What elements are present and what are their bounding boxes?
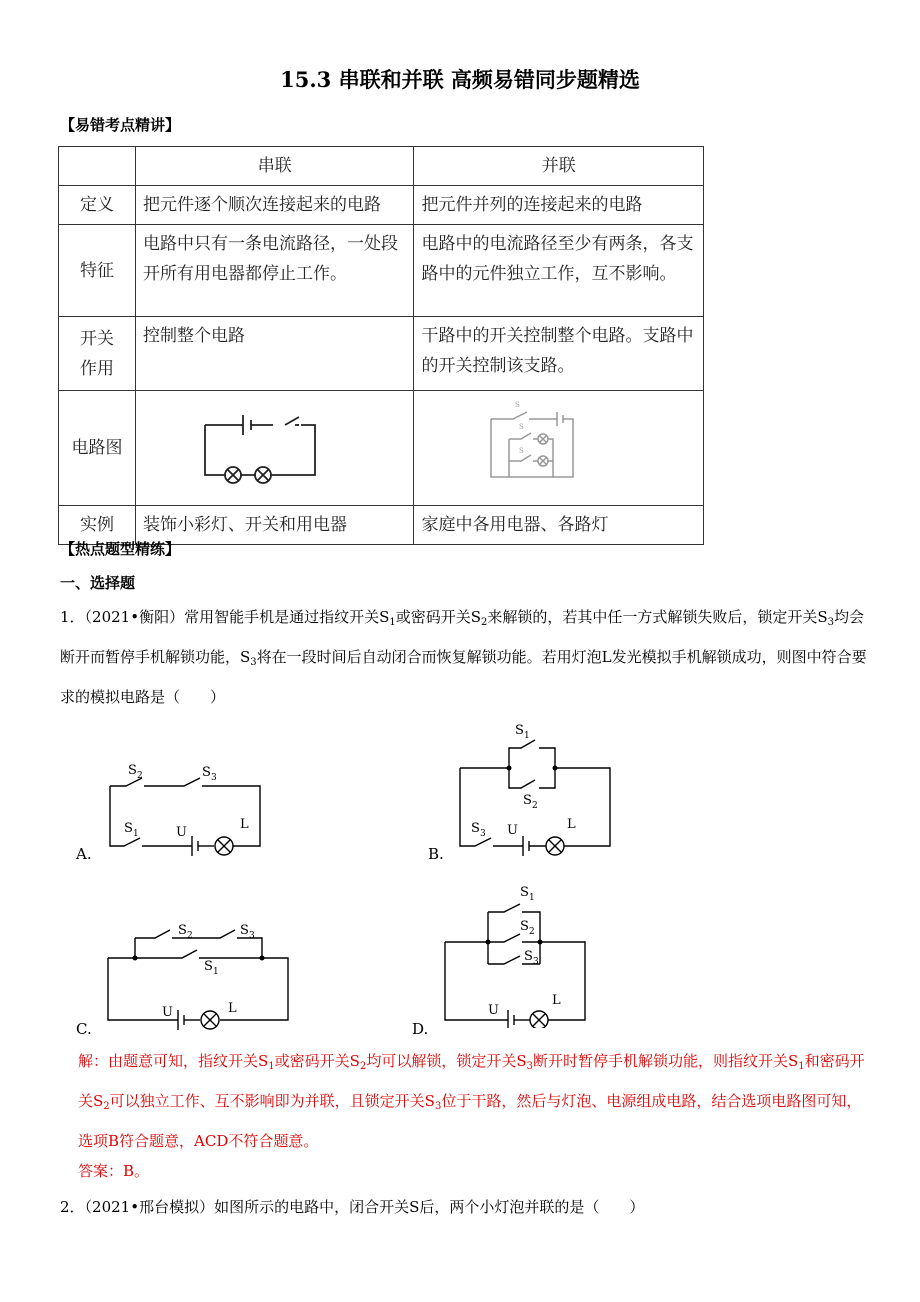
circuit-option-d xyxy=(440,880,610,1028)
label-s3: S xyxy=(240,923,249,938)
section-heading-choice: 一、选择题 xyxy=(60,574,136,592)
sub-s1: 1 xyxy=(133,829,139,839)
series-circuit-diagram xyxy=(143,395,403,491)
sub-s3: 3 xyxy=(211,773,217,783)
label-l: L xyxy=(567,817,576,832)
parallel-diagram-cell xyxy=(414,391,704,506)
row-label: 电路图 xyxy=(59,391,136,506)
sub-s1: 1 xyxy=(529,893,535,903)
sub-s2: 2 xyxy=(187,931,193,941)
label-s3: S xyxy=(524,949,533,964)
label-u: U xyxy=(162,1005,173,1020)
section-heading-key-points: 【易错考点精讲】 xyxy=(60,116,181,134)
label-l: L xyxy=(228,1001,237,1016)
comparison-table xyxy=(58,146,704,545)
sub-s3: 3 xyxy=(249,931,255,941)
label-s1: S xyxy=(124,821,133,836)
label-s1: S xyxy=(204,959,213,974)
label-s2: S xyxy=(520,919,529,934)
option-b-label: B. xyxy=(428,845,444,863)
header-parallel: 并联 xyxy=(414,147,704,186)
header-blank xyxy=(59,147,136,186)
table-row xyxy=(59,186,704,225)
table-row xyxy=(59,317,704,391)
series-cell: 控制整个电路 xyxy=(136,317,414,391)
label-s3: S xyxy=(202,765,211,780)
page-title: 15.3 串联和并联 高频易错同步题精选 xyxy=(280,67,640,92)
header-series: 串联 xyxy=(136,147,414,186)
table-row xyxy=(59,225,704,317)
label-s1: S xyxy=(520,885,529,900)
label-l: L xyxy=(552,993,561,1008)
series-cell: 装饰小彩灯、开关和用电器 xyxy=(136,506,414,545)
label-s3: S xyxy=(471,821,480,836)
label-l: L xyxy=(240,817,249,832)
table-row xyxy=(59,391,704,506)
sub-s2: 2 xyxy=(532,801,538,811)
parallel-cell: 把元件并列的连接起来的电路 xyxy=(414,186,704,225)
parallel-cell: 家庭中各用电器、各路灯 xyxy=(414,506,704,545)
parallel-cell: 干路中的开关控制整个电路。支路中的开关控制该支路。 xyxy=(414,317,704,391)
series-diagram-cell xyxy=(136,391,414,506)
row-label: 实例 xyxy=(59,506,136,545)
sub-s2: 2 xyxy=(137,771,143,781)
section-heading-practice: 【热点题型精练】 xyxy=(60,540,181,558)
row-label: 开关作用 xyxy=(59,317,136,391)
sub-s1: 1 xyxy=(213,967,219,977)
label-u: U xyxy=(507,823,518,838)
option-c-label: C. xyxy=(76,1020,92,1038)
row-label: 特征 xyxy=(59,225,136,317)
circuit-option-a xyxy=(100,756,270,860)
sub-s3: 3 xyxy=(533,957,539,967)
answer-explanation: 解：由题意可知，指纹开关$S_1$或密码开关$S_2$均可以解锁，锁定开关$S_3$断开时暂停手机解锁功能，则指纹开关$S_1$和密码开关$S_2$可以独立工作、互不影响即为并联，且锁定开关$S_3$位于干路，然后与灯泡、电源组成电路，结合选项电路图可知，选项B符合题意，ACD不符合题意。 xyxy=(78,1052,865,1150)
label-s2: S xyxy=(128,763,137,778)
label-s2: S xyxy=(523,793,532,808)
circuit-option-b xyxy=(455,720,625,862)
answer-result: 答案：B。 xyxy=(78,1162,150,1180)
label-u: U xyxy=(488,1003,499,1018)
option-d-label: D. xyxy=(412,1020,429,1038)
svg-text:S: S xyxy=(519,423,525,431)
row-label: 定义 xyxy=(59,186,136,225)
circuit-option-c xyxy=(100,918,295,1030)
table-header-row xyxy=(59,147,704,186)
series-cell: 电路中只有一条电流路径，一处段开所有用电器都停止工作。 xyxy=(136,225,414,317)
parallel-circuit-diagram xyxy=(421,395,691,491)
parallel-cell: 电路中的电流路径至少有两条，各支路中的元件独立工作，互不影响。 xyxy=(414,225,704,317)
svg-text:S: S xyxy=(515,401,521,409)
label-s2: S xyxy=(178,923,187,938)
option-a-label: A. xyxy=(76,845,92,863)
svg-text:S: S xyxy=(519,447,525,455)
series-cell: 把元件逐个顺次连接起来的电路 xyxy=(136,186,414,225)
sub-s2: 2 xyxy=(529,927,535,937)
label-s1: S xyxy=(515,723,524,738)
sub-s1: 1 xyxy=(524,731,530,741)
sub-s3: 3 xyxy=(480,829,486,839)
question-2: 2．（2021•邢台模拟）如图所示的电路中，闭合开关S后，两个小灯泡并联的是（ ） xyxy=(60,1198,645,1216)
label-u: U xyxy=(176,825,187,840)
question-1: 1．（2021•衡阳）常用智能手机是通过指纹开关$S_1$或密码开关$S_2$来解锁的，若其中任一方式解锁失败后，锁定开关$S_3$均会断开而暂停手机解锁功能，$S_3$将在一段时间后自动闭合而恢复解锁功能。若用灯泡L发光模拟手机解锁成功，则图中符合要求的模拟电路是（ ） xyxy=(60,608,867,706)
